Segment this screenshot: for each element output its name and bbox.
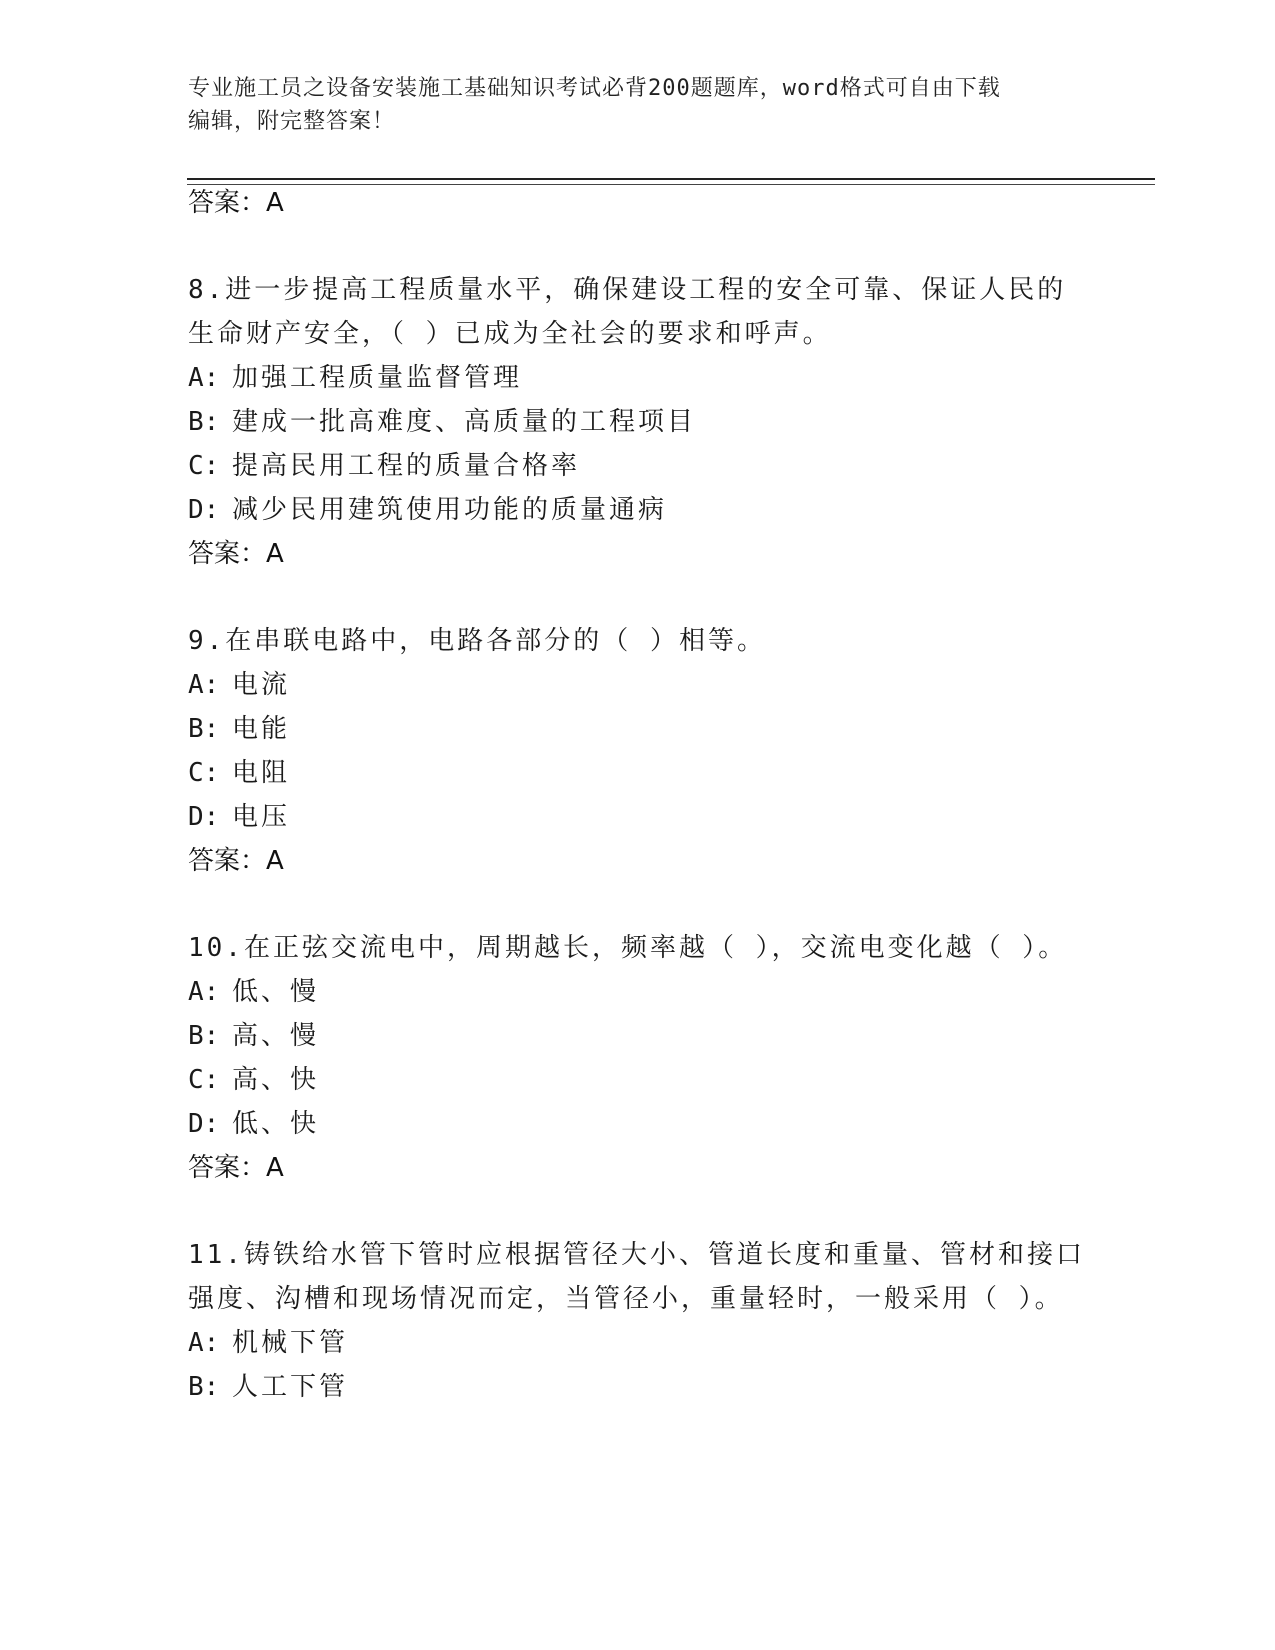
question-9-option-d (188, 800, 290, 834)
question-10-option-b (188, 1019, 319, 1053)
option-text: 低、快 (232, 1109, 320, 1139)
header-divider-thin (187, 184, 1155, 185)
option-letter: B: (188, 1372, 220, 1402)
question-9-option-a (188, 668, 290, 702)
question-8-option-a (188, 361, 522, 395)
question-10-option-a (188, 975, 319, 1009)
option-letter: B: (188, 1021, 220, 1051)
option-letter: A: (188, 363, 220, 393)
question-11-line-1: 11.铸铁给水管下管时应根据管径大小、管道长度和重量、管材和接口 (188, 1240, 1085, 1270)
option-text: 电阻 (232, 758, 291, 788)
header-divider-thick (187, 178, 1155, 180)
option-letter: C: (188, 758, 220, 788)
option-text: 高、慢 (232, 1021, 320, 1051)
question-10-answer: 答案：A (188, 1153, 284, 1183)
option-letter: B: (188, 407, 220, 437)
option-letter: A: (188, 977, 220, 1007)
option-text: 低、慢 (232, 977, 320, 1007)
option-text: 电压 (232, 802, 291, 832)
option-text: 加强工程质量监督管理 (232, 363, 523, 393)
option-text: 人工下管 (232, 1372, 349, 1402)
question-11-option-a (188, 1326, 348, 1360)
question-8-answer: 答案：A (188, 539, 284, 569)
header-line-1: 专业施工员之设备安装施工基础知识考试必背200题题库，word格式可自由下载 (188, 76, 1001, 101)
question-8-option-c (188, 449, 580, 483)
option-letter: C: (188, 1065, 220, 1095)
option-letter: C: (188, 451, 220, 481)
option-letter: B: (188, 714, 220, 744)
option-letter: A: (188, 1328, 220, 1358)
option-text: 电能 (232, 714, 291, 744)
option-text: 电流 (232, 670, 291, 700)
option-letter: D: (188, 1109, 220, 1139)
question-10-line-1: 10.在正弦交流电中，周期越长，频率越（ ），交流电变化越（ ）。 (188, 933, 1068, 963)
question-11-option-b (188, 1370, 348, 1404)
document-header (188, 72, 1088, 138)
question-10-option-c (188, 1063, 319, 1097)
question-9-line-1: 9.在串联电路中，电路各部分的（ ）相等。 (188, 626, 766, 656)
option-text: 提高民用工程的质量合格率 (232, 451, 581, 481)
option-letter: A: (188, 670, 220, 700)
option-letter: D: (188, 802, 220, 832)
option-text: 高、快 (232, 1065, 320, 1095)
question-8-line-1: 8.进一步提高工程质量水平，确保建设工程的安全可靠、保证人民的 (188, 275, 1067, 305)
option-text: 建成一批高难度、高质量的工程项目 (232, 407, 697, 437)
option-text: 减少民用建筑使用功能的质量通病 (232, 495, 668, 525)
question-8-option-b (188, 405, 696, 439)
previous-answer: 答案：A (188, 188, 284, 218)
question-8-option-d (188, 493, 667, 527)
question-11-line-2: 强度、沟槽和现场情况而定，当管径小，重量轻时，一般采用（ ）。 (188, 1284, 1064, 1314)
question-9-option-c (188, 756, 290, 790)
question-9-answer: 答案：A (188, 846, 284, 876)
question-8-line-2: 生命财产安全，（ ）已成为全社会的要求和呼声。 (188, 319, 832, 349)
option-text: 机械下管 (232, 1328, 349, 1358)
option-letter: D: (188, 495, 220, 525)
header-line-2: 编辑，附完整答案！ (188, 109, 396, 134)
question-10-option-d (188, 1107, 319, 1141)
question-9-option-b (188, 712, 290, 746)
